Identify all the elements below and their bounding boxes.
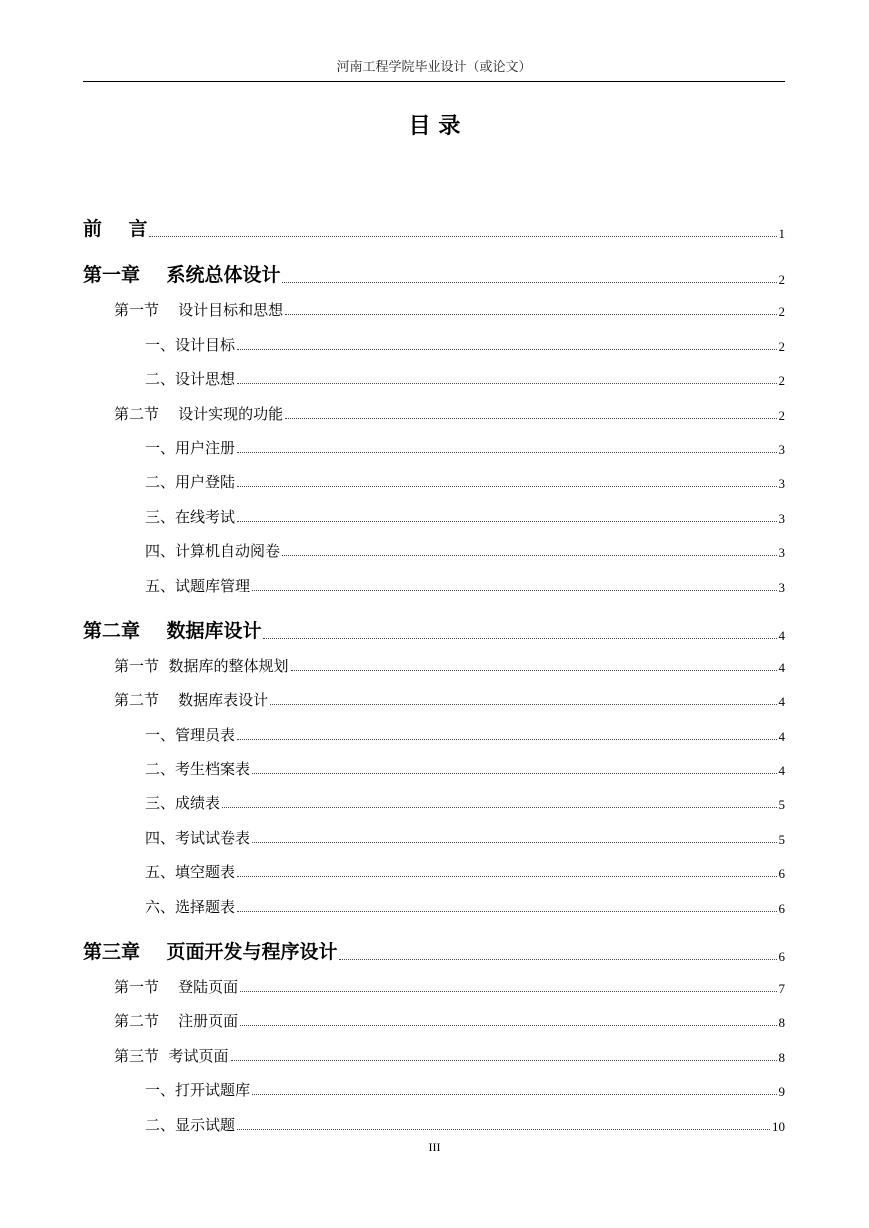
toc-entry-page: 4 bbox=[778, 627, 785, 643]
toc-entry-label: 一、设计目标 bbox=[145, 335, 236, 354]
toc-entry-page: 7 bbox=[778, 981, 785, 997]
toc-entry-label: 第二节 注册页面 bbox=[114, 1012, 239, 1031]
page-number: III bbox=[428, 1140, 441, 1154]
dot-leader bbox=[237, 383, 776, 384]
toc-subsection-entry[interactable] bbox=[83, 1070, 785, 1104]
toc-entry-page: 10 bbox=[772, 1118, 785, 1134]
toc-title: 目 录 bbox=[408, 114, 461, 139]
toc-entry-label: 一、管理员表 bbox=[145, 725, 236, 744]
dot-leader bbox=[149, 236, 776, 237]
toc-subsection-entry[interactable] bbox=[83, 462, 785, 496]
toc-entry-page: 2 bbox=[778, 304, 785, 320]
dot-leader bbox=[237, 739, 776, 740]
toc-entry-page: 6 bbox=[778, 900, 785, 916]
toc-section-entry[interactable] bbox=[83, 1001, 785, 1035]
toc-chapter-entry[interactable] bbox=[83, 244, 785, 290]
header-divider bbox=[83, 81, 785, 82]
toc-entry-label: 二、显示试题 bbox=[145, 1115, 236, 1134]
toc-entry-page: 4 bbox=[778, 659, 785, 675]
toc-entry-page: 2 bbox=[778, 272, 785, 287]
toc-entry-label: 一、打开试题库 bbox=[145, 1081, 251, 1100]
toc-entry-label: 四、计算机自动阅卷 bbox=[145, 542, 281, 561]
dot-leader bbox=[237, 1129, 770, 1130]
dot-leader bbox=[252, 1094, 776, 1095]
dot-leader bbox=[285, 418, 776, 419]
toc-entry-label: 第一节 登陆页面 bbox=[114, 978, 239, 997]
toc-entry-label: 一、用户注册 bbox=[145, 438, 236, 457]
toc-entry-label: 四、考试试卷表 bbox=[145, 828, 251, 847]
toc-subsection-entry[interactable] bbox=[83, 496, 785, 530]
toc-entry-page: 4 bbox=[778, 728, 785, 744]
toc-entry-page: 3 bbox=[778, 476, 785, 492]
toc-entry-page: 2 bbox=[778, 373, 785, 389]
toc-subsection-entry[interactable] bbox=[83, 565, 785, 599]
toc-chapter-entry[interactable] bbox=[83, 600, 785, 646]
toc-entry-label: 二、设计思想 bbox=[145, 370, 236, 389]
page-header: 河南工程学院毕业设计（或论文） bbox=[336, 60, 532, 75]
dot-leader bbox=[237, 521, 776, 522]
toc-subsection-entry[interactable] bbox=[83, 714, 785, 748]
dot-leader bbox=[231, 1060, 777, 1061]
table-of-contents bbox=[83, 198, 785, 1139]
toc-entry-page: 9 bbox=[778, 1084, 785, 1100]
dot-leader bbox=[237, 486, 776, 487]
toc-section-entry[interactable] bbox=[83, 680, 785, 714]
dot-leader bbox=[237, 911, 776, 912]
dot-leader bbox=[237, 452, 776, 453]
toc-entry-page: 6 bbox=[778, 866, 785, 882]
toc-chapter-entry[interactable] bbox=[83, 921, 785, 967]
toc-entry-page: 4 bbox=[778, 694, 785, 710]
toc-entry-page: 6 bbox=[778, 948, 785, 964]
toc-section-entry[interactable] bbox=[83, 1035, 785, 1069]
toc-subsection-entry[interactable] bbox=[83, 1104, 785, 1138]
toc-entry-page: 2 bbox=[778, 338, 785, 354]
dot-leader bbox=[252, 773, 776, 774]
dot-leader bbox=[263, 638, 776, 639]
toc-entry-page: 4 bbox=[778, 763, 785, 779]
toc-entry-page: 8 bbox=[778, 1049, 785, 1065]
toc-subsection-entry[interactable] bbox=[83, 324, 785, 358]
dot-leader bbox=[252, 842, 776, 843]
dot-leader bbox=[240, 1025, 776, 1026]
toc-entry-label: 第二节 设计实现的功能 bbox=[114, 404, 284, 423]
dot-leader bbox=[291, 670, 777, 671]
toc-entry-label: 二、考生档案表 bbox=[145, 760, 251, 779]
toc-entry-page: 1 bbox=[778, 226, 785, 241]
toc-entry-label: 第三节 考试页面 bbox=[114, 1046, 229, 1065]
toc-subsection-entry[interactable] bbox=[83, 359, 785, 393]
toc-entry-label: 五、填空题表 bbox=[145, 863, 236, 882]
toc-subsection-entry[interactable] bbox=[83, 428, 785, 462]
toc-subsection-entry[interactable] bbox=[83, 852, 785, 886]
toc-section-entry[interactable] bbox=[83, 290, 785, 324]
dot-leader bbox=[237, 349, 776, 350]
toc-section-entry[interactable] bbox=[83, 646, 785, 680]
dot-leader bbox=[282, 282, 776, 283]
toc-entry-label: 三、成绩表 bbox=[145, 794, 221, 813]
dot-leader bbox=[270, 704, 776, 705]
toc-entry-label: 第二节 数据库表设计 bbox=[114, 691, 269, 710]
toc-chapter-entry[interactable] bbox=[83, 198, 785, 244]
dot-leader bbox=[222, 807, 776, 808]
toc-entry-label: 六、选择题表 bbox=[145, 897, 236, 916]
toc-section-entry[interactable] bbox=[83, 967, 785, 1001]
dot-leader bbox=[282, 555, 776, 556]
toc-entry-page: 3 bbox=[778, 579, 785, 595]
toc-subsection-entry[interactable] bbox=[83, 817, 785, 851]
toc-entry-label: 三、在线考试 bbox=[145, 507, 236, 526]
dot-leader bbox=[240, 991, 776, 992]
toc-entry-page: 5 bbox=[778, 797, 785, 813]
toc-entry-label: 第三章 页面开发与程序设计 bbox=[83, 940, 338, 963]
toc-entry-page: 3 bbox=[778, 441, 785, 457]
toc-entry-label: 第一节 数据库的整体规划 bbox=[114, 656, 289, 675]
toc-section-entry[interactable] bbox=[83, 393, 785, 427]
toc-entry-label: 五、试题库管理 bbox=[145, 576, 251, 595]
dot-leader bbox=[285, 314, 776, 315]
toc-entry-label: 第一节 设计目标和思想 bbox=[114, 301, 284, 320]
toc-entry-page: 3 bbox=[778, 510, 785, 526]
dot-leader bbox=[252, 590, 776, 591]
toc-entry-page: 2 bbox=[778, 407, 785, 423]
toc-entry-label: 第一章 系统总体设计 bbox=[83, 264, 281, 286]
dot-leader bbox=[237, 876, 776, 877]
dot-leader bbox=[339, 959, 776, 960]
toc-entry-page: 5 bbox=[778, 831, 785, 847]
toc-subsection-entry[interactable] bbox=[83, 749, 785, 783]
toc-entry-label: 前 言 bbox=[83, 218, 148, 240]
toc-entry-page: 8 bbox=[778, 1015, 785, 1031]
toc-entry-page: 3 bbox=[778, 545, 785, 561]
toc-subsection-entry[interactable] bbox=[83, 783, 785, 817]
toc-entry-label: 第二章 数据库设计 bbox=[83, 619, 262, 642]
toc-subsection-entry[interactable] bbox=[83, 531, 785, 565]
toc-subsection-entry[interactable] bbox=[83, 886, 785, 920]
toc-entry-label: 二、用户登陆 bbox=[145, 473, 236, 492]
